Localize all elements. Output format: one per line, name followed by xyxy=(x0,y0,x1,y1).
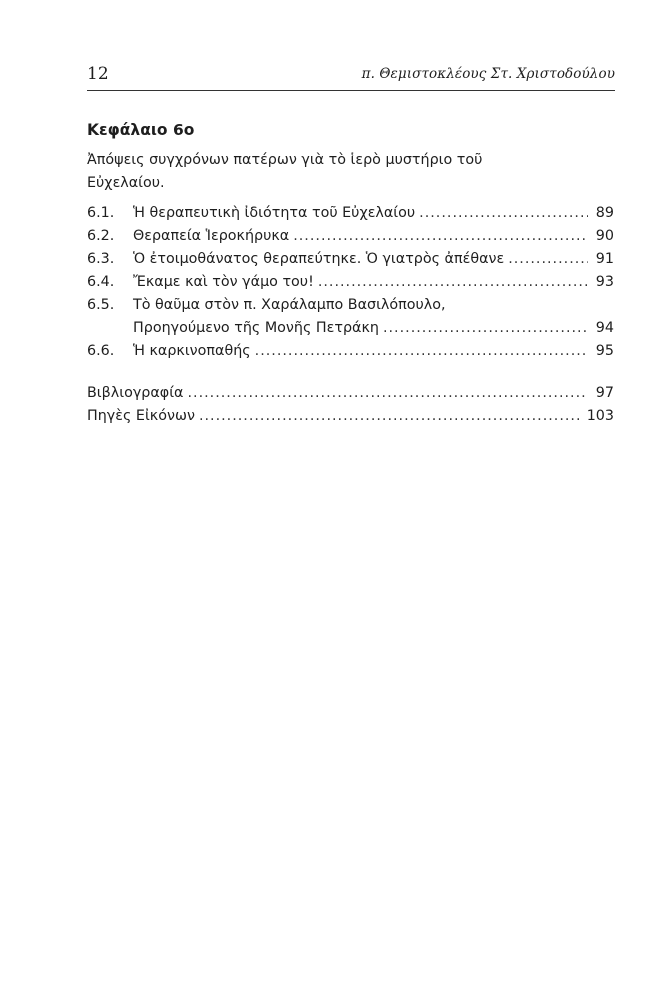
entry-page: 103 xyxy=(586,408,614,424)
toc-entry-image-sources[interactable] xyxy=(87,405,614,428)
running-head: π. Θεμιστοκλέους Στ. Χριστοδούλου xyxy=(361,66,615,82)
entry-title: Ἡ καρκινοπαθής xyxy=(133,343,251,359)
entry-title: Ἔκαμε καὶ τὸν γάμο του! xyxy=(133,274,314,290)
entry-page: 93 xyxy=(595,274,614,290)
entry-title: Προηγούμενο τῆς Μονῆς Πετράκη xyxy=(133,320,379,336)
dot-leader xyxy=(508,248,588,271)
toc-entry-6-4[interactable] xyxy=(87,271,614,294)
dot-leader xyxy=(419,202,588,225)
toc-entry-6-1[interactable] xyxy=(87,202,614,225)
toc-entry-6-5[interactable] xyxy=(87,294,614,340)
entry-title: Θεραπεία Ἱεροκήρυκα xyxy=(133,228,290,244)
chapter-title: Κεφάλαιο 6ο xyxy=(87,121,195,139)
dot-leader xyxy=(383,317,588,340)
back-matter-list xyxy=(87,382,614,428)
entry-title: Ἡ θεραπευτικὴ ἰδιότητα τοῦ Εὐχελαίου xyxy=(133,205,416,221)
toc-list xyxy=(87,202,614,363)
dot-leader xyxy=(199,405,583,428)
toc-entry-6-6[interactable] xyxy=(87,340,614,363)
entry-number: 6.1. xyxy=(87,205,115,221)
dot-leader xyxy=(255,340,588,363)
entry-number: 6.2. xyxy=(87,228,115,244)
header-rule xyxy=(87,90,615,91)
toc-entry-6-3[interactable] xyxy=(87,248,614,271)
dot-leader xyxy=(187,382,588,405)
page-number: 12 xyxy=(87,64,109,84)
chapter-subtitle: Ἀπόψεις συγχρόνων πατέρων γιὰ τὸ ἱερὸ μυστήριο τοῦ Εὐχελαίου. xyxy=(87,152,483,191)
entry-title-line1: Τὸ θαῦμα στὸν π. Χαράλαμπο Βασιλόπουλο, xyxy=(133,297,446,313)
entry-number: 6.4. xyxy=(87,274,115,290)
toc-content xyxy=(87,119,614,428)
toc-entry-6-2[interactable] xyxy=(87,225,614,248)
entry-number: 6.6. xyxy=(87,343,115,359)
entry-title: Βιβλιογραφία xyxy=(87,385,184,401)
page-header xyxy=(87,64,615,88)
entry-title: Ὁ ἐτοιμοθάνατος θεραπεύτηκε. Ὁ γιατρὸς ἀπέθανε xyxy=(133,251,505,267)
entry-page: 94 xyxy=(595,320,614,336)
entry-page: 97 xyxy=(595,385,614,401)
entry-page: 91 xyxy=(595,251,614,267)
toc-entry-bibliography[interactable] xyxy=(87,382,614,405)
dot-leader xyxy=(293,225,588,248)
entry-page: 89 xyxy=(595,205,614,221)
entry-title: Πηγὲς Εἰκόνων xyxy=(87,408,195,424)
dot-leader xyxy=(318,271,588,294)
entry-page: 95 xyxy=(595,343,614,359)
entry-number: 6.3. xyxy=(87,251,115,267)
entry-page: 90 xyxy=(595,228,614,244)
entry-number: 6.5. xyxy=(87,297,115,313)
